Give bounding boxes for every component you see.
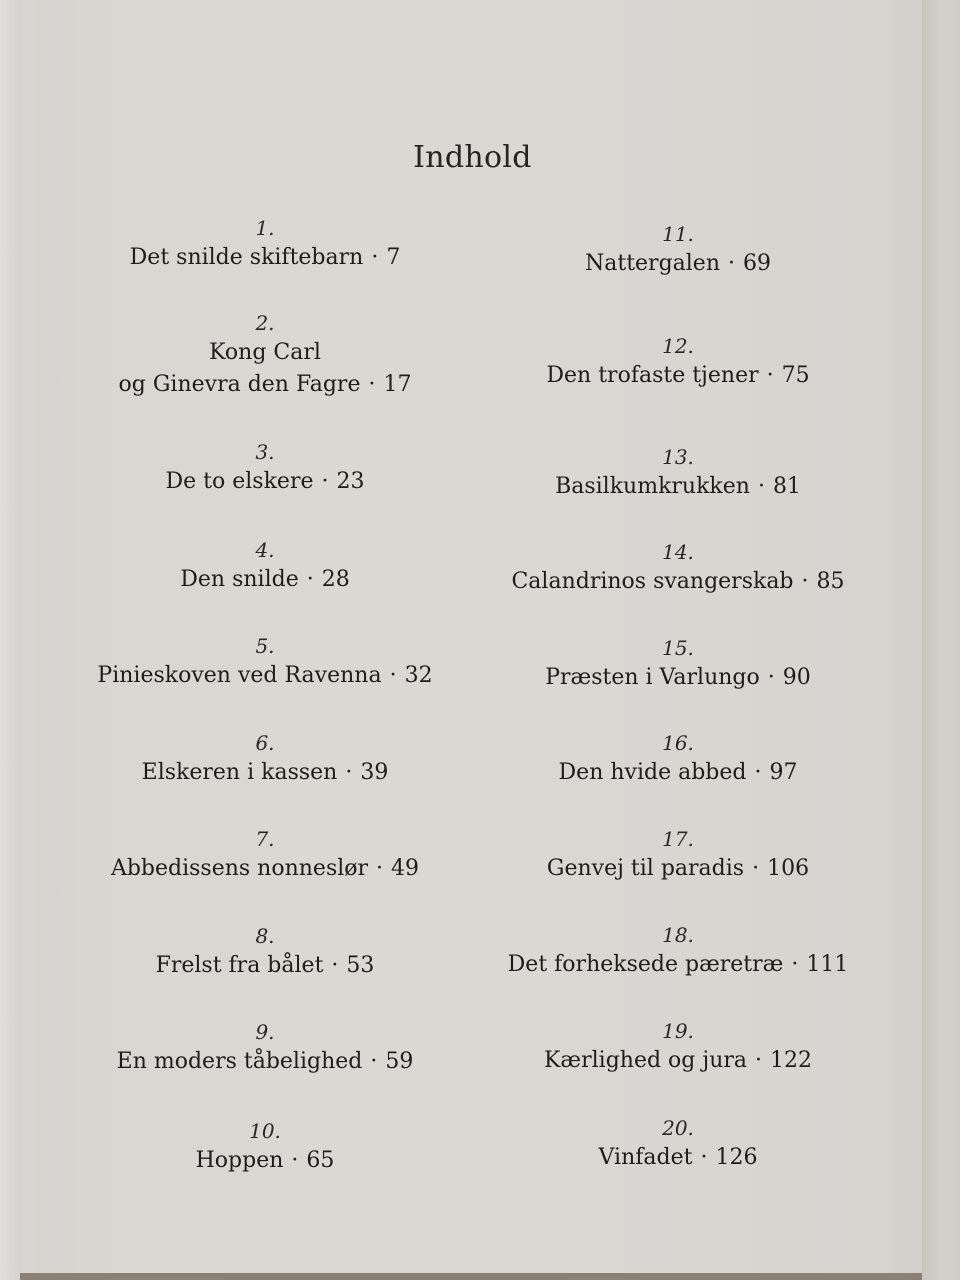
- page-gutter-shadow: [0, 0, 22, 1280]
- page-number: 53: [346, 953, 375, 978]
- page-number: 85: [816, 569, 845, 594]
- chapter-title-line: De to elskere · 23: [165, 469, 365, 494]
- chapter-title-line: Genvej til paradis · 106: [546, 856, 810, 881]
- toc-entry: [65, 727, 465, 789]
- page-stack-edge: [922, 0, 960, 1280]
- chapter-title-line: Calandrinos svangerskab · 85: [511, 569, 845, 594]
- chapter-title-line: Elskeren i kassen · 39: [141, 760, 389, 785]
- toc-entry: [65, 823, 465, 885]
- chapter-title-line: Hoppen · 65: [195, 1148, 335, 1173]
- toc-entry: [478, 536, 878, 598]
- toc-entry: [478, 823, 878, 885]
- page-title: Indhold: [413, 140, 532, 175]
- page-number: 90: [782, 665, 811, 690]
- chapter-title-line: Pinieskoven ved Ravenna · 32: [97, 663, 433, 688]
- chapter-number: 4.: [255, 538, 275, 562]
- page-number: 65: [306, 1148, 335, 1173]
- chapter-title-line: Den snilde · 28: [180, 567, 350, 592]
- toc-entry: [65, 1115, 465, 1177]
- page-number: 32: [404, 663, 433, 688]
- chapter-number: 1.: [255, 216, 275, 240]
- toc-entry: [478, 632, 878, 694]
- page-number: 126: [715, 1145, 758, 1170]
- toc-entry: [65, 920, 465, 982]
- chapter-number: 11.: [662, 222, 694, 246]
- chapter-number: 2.: [255, 311, 275, 335]
- page-number: 59: [385, 1049, 414, 1074]
- chapter-number: 3.: [255, 440, 275, 464]
- page-number: 17: [383, 372, 412, 397]
- chapter-number: 14.: [662, 540, 694, 564]
- toc-entry: [478, 919, 878, 981]
- page-number: 81: [772, 474, 801, 499]
- chapter-title-line: Vinfadet · 126: [598, 1145, 758, 1170]
- chapter-title-line: Det snilde skiftebarn · 7: [129, 245, 401, 270]
- chapter-title-line: Den trofaste tjener · 75: [546, 363, 810, 388]
- page-number: 106: [767, 856, 810, 881]
- chapter-number: 6.: [255, 731, 275, 755]
- chapter-title-line: Det forheksede pæretræ · 111: [507, 952, 849, 977]
- chapter-title-line: En moders tåbelighed · 59: [116, 1049, 414, 1074]
- toc-entry: [478, 330, 878, 392]
- chapter-number: 12.: [662, 334, 694, 358]
- chapter-title-line: Den hvide abbed · 97: [558, 760, 798, 785]
- page-number: 111: [806, 952, 849, 977]
- page-number: 28: [321, 567, 350, 592]
- toc-entry: [478, 441, 878, 503]
- chapter-number: 16.: [662, 731, 694, 755]
- toc-entry: [478, 1112, 878, 1174]
- toc-entry: [65, 630, 465, 692]
- chapter-title-line: Abbedissens nonneslør · 49: [110, 856, 420, 881]
- chapter-title-line: og Ginevra den Fagre · 17: [118, 372, 412, 397]
- book-bottom-edge: [20, 1273, 922, 1280]
- page-number: 39: [360, 760, 389, 785]
- chapter-title-line: Kærlighed og jura · 122: [544, 1048, 812, 1073]
- chapter-number: 17.: [662, 827, 694, 851]
- page-number: 75: [781, 363, 810, 388]
- toc-entry: [65, 534, 465, 596]
- toc-entry: [65, 1016, 465, 1078]
- chapter-title-line: Præsten i Varlungo · 90: [545, 665, 811, 690]
- chapter-title-line: Nattergalen · 69: [584, 251, 771, 276]
- chapter-title-line: Frelst fra bålet · 53: [155, 953, 375, 978]
- page-number: 7: [386, 245, 401, 270]
- chapter-number: 10.: [249, 1119, 281, 1143]
- toc-entry: [65, 436, 465, 498]
- chapter-number: 15.: [662, 636, 694, 660]
- chapter-title-line: Basilkumkrukken · 81: [555, 474, 801, 499]
- toc-entry: [65, 307, 465, 401]
- page-number: 97: [769, 760, 798, 785]
- chapter-number: 8.: [255, 924, 275, 948]
- toc-entry: [478, 1015, 878, 1077]
- chapter-number: 9.: [255, 1020, 275, 1044]
- page-number: 49: [391, 856, 420, 881]
- chapter-number: 7.: [255, 827, 275, 851]
- page-number: 122: [770, 1048, 812, 1073]
- chapter-number: 13.: [662, 445, 694, 469]
- chapter-number: 5.: [255, 634, 275, 658]
- chapter-number: 19.: [662, 1019, 694, 1043]
- toc-entry: [478, 727, 878, 789]
- toc-entry: [478, 218, 878, 280]
- chapter-number: 20.: [662, 1116, 694, 1140]
- chapter-title-line: Kong Carl: [209, 340, 321, 365]
- page-number: 69: [743, 251, 771, 276]
- toc-entry: [65, 212, 465, 274]
- chapter-number: 18.: [662, 923, 694, 947]
- page-number: 23: [336, 469, 365, 494]
